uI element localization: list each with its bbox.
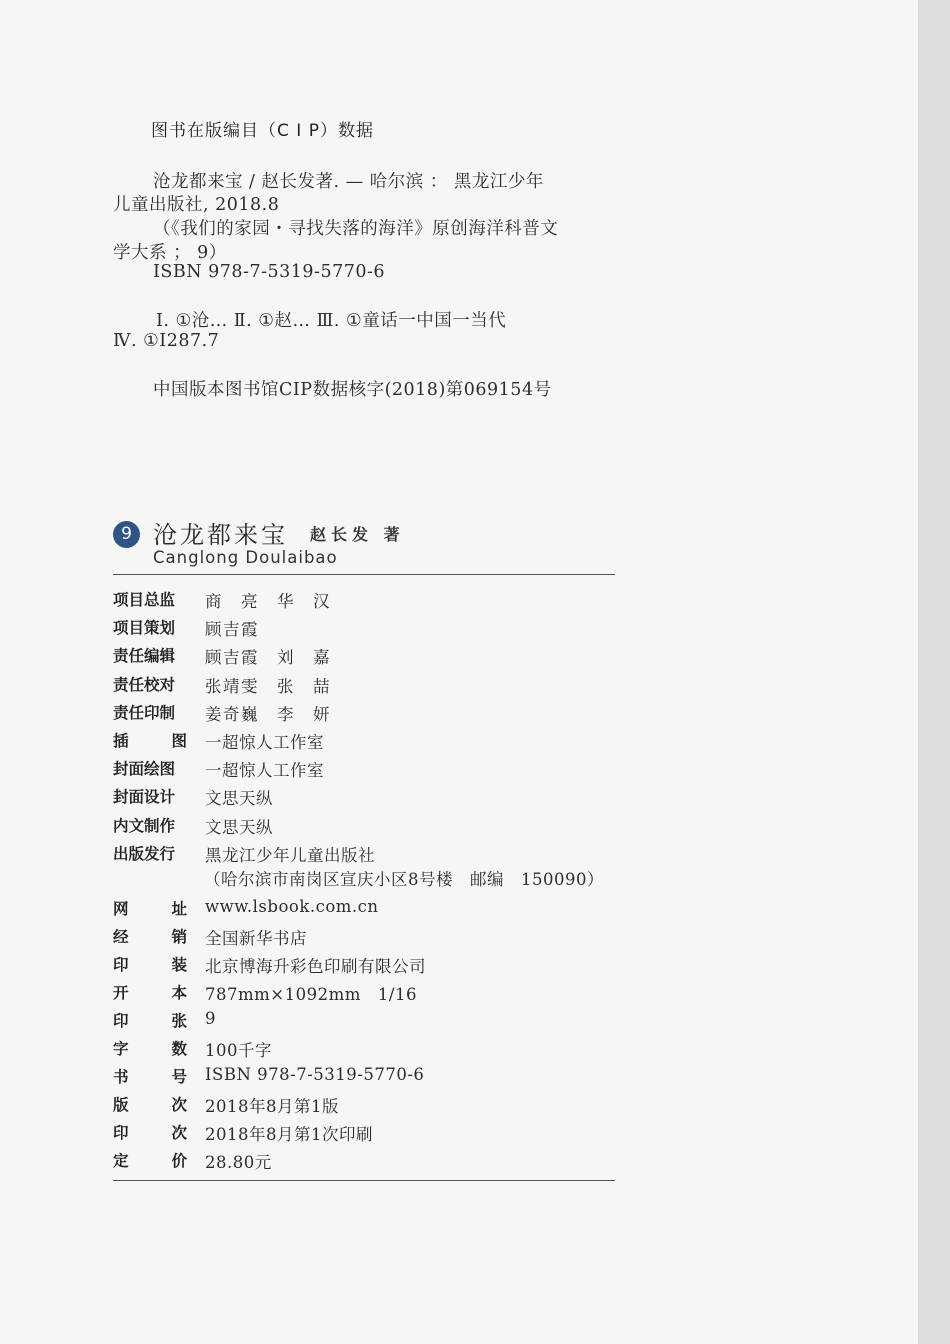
row-value: 张靖雯 张 喆 — [205, 676, 331, 696]
row-value: 100千字 — [205, 1041, 272, 1060]
row-label: 项目总监 — [113, 591, 176, 609]
row-value: 2018年8月第1版 — [205, 1097, 339, 1116]
book-pinyin-title: Canglong Doulaibao — [153, 548, 338, 567]
row-label: 版 次 — [113, 1096, 187, 1114]
row-label: 内文制作 — [113, 816, 176, 835]
page-edge — [918, 0, 950, 1344]
row-label: 印 次 — [113, 1124, 187, 1142]
row-label: 定 价 — [113, 1152, 187, 1170]
series-number-badge: 9 — [113, 521, 140, 548]
row-label: 责任印制 — [113, 703, 176, 722]
divider — [113, 574, 615, 575]
cip-line: （《我们的家园・寻找失落的海洋》原创海洋科普文 — [153, 219, 559, 239]
cip-isbn: ISBN 978-7-5319-5770-6 — [153, 262, 386, 282]
row-value: 9 — [205, 1009, 216, 1028]
row-label: 书 号 — [113, 1068, 187, 1086]
row-label: 印 装 — [113, 956, 187, 974]
row-label: 封面绘图 — [113, 760, 176, 779]
cip-record-number: 中国版本图书馆CIP数据核字(2018)第069154号 — [153, 380, 552, 400]
row-label: 经 销 — [113, 928, 187, 946]
cip-classification: Ⅰ. ①沧… Ⅱ. ①赵… Ⅲ. ①童话一中国一当代 — [156, 311, 507, 331]
cip-heading: 图书在版编目（C I P）数据 — [151, 121, 374, 141]
book-author: 赵长发 著 — [310, 525, 405, 544]
row-value: 北京博海升彩色印刷有限公司 — [205, 957, 426, 976]
row-label: 印 张 — [113, 1012, 187, 1030]
row-value: www.lsbook.com.cn — [205, 897, 379, 916]
row-label: 网 址 — [113, 900, 187, 918]
row-label: 插 图 — [113, 732, 187, 750]
row-label: 项目策划 — [113, 619, 176, 638]
book-title: 沧龙都来宝 — [153, 521, 288, 549]
row-value: ISBN 978-7-5319-5770-6 — [205, 1065, 425, 1084]
cip-line: 沧龙都来宝 / 赵长发著. — 哈尔滨 ： 黑龙江少年 — [153, 172, 544, 192]
cip-line: 儿童出版社, 2018.8 — [113, 195, 280, 215]
row-label: 开 本 — [113, 984, 187, 1002]
row-value: 一超惊人工作室 — [205, 733, 324, 752]
row-value: 28.80元 — [205, 1153, 272, 1172]
row-value: 2018年8月第1次印刷 — [205, 1125, 373, 1144]
row-value: 文思天纵 — [205, 817, 273, 837]
cip-line: 学大系 ； 9） — [113, 243, 227, 263]
publisher-address: （哈尔滨市南岗区宣庆小区8号楼 邮编 150090） — [204, 870, 604, 889]
row-value: 787mm×1092mm 1/16 — [205, 985, 417, 1004]
cip-classification: Ⅳ. ①I287.7 — [113, 331, 220, 351]
row-value: 全国新华书店 — [205, 929, 307, 948]
row-label: 封面设计 — [113, 788, 176, 807]
row-value: 文思天纵 — [205, 789, 273, 809]
row-value: 商 亮 华 汉 — [205, 592, 331, 611]
row-value: 顾吉霞 刘 嘉 — [205, 648, 331, 668]
divider — [113, 1180, 615, 1181]
row-value: 黑龙江少年儿童出版社 — [205, 845, 375, 865]
row-label: 字 数 — [113, 1040, 187, 1058]
row-label: 责任编辑 — [113, 647, 176, 666]
row-value: 姜奇巍 李 妍 — [205, 704, 331, 724]
row-value: 顾吉霞 — [205, 620, 259, 640]
row-label: 责任校对 — [113, 675, 176, 694]
row-value: 一超惊人工作室 — [205, 761, 324, 781]
row-label: 出版发行 — [113, 844, 176, 863]
